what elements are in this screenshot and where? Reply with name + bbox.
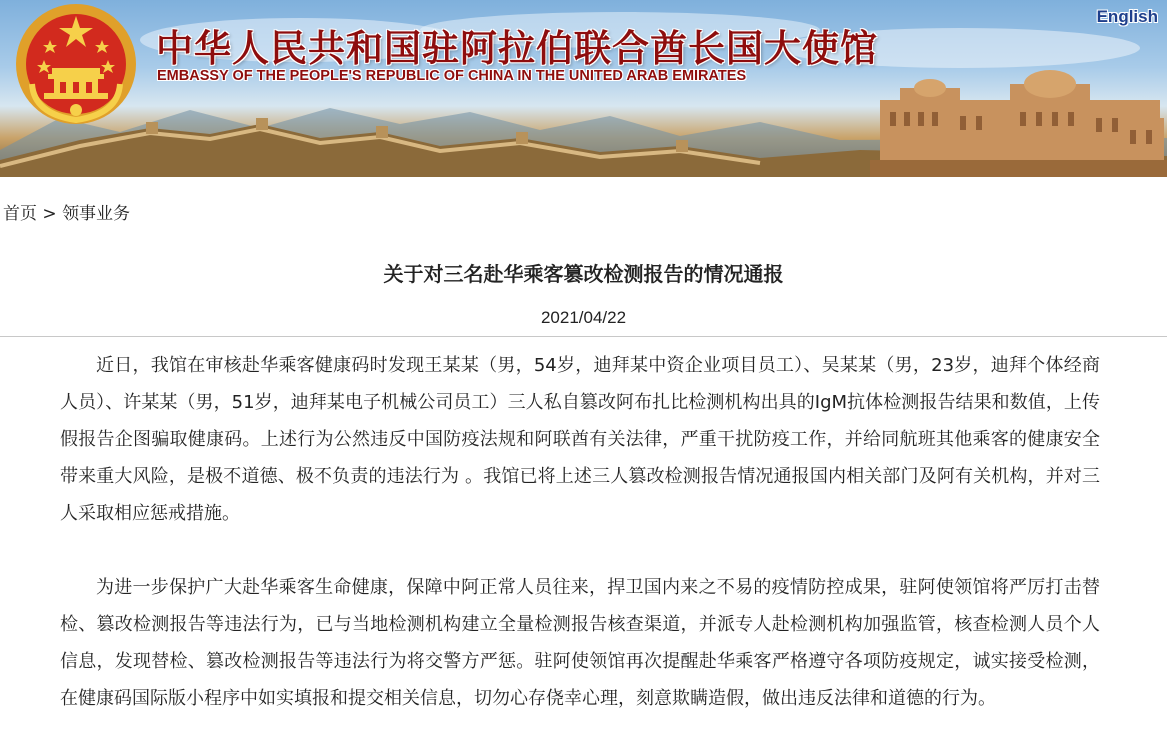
article-paragraph-2: 为进一步保护广大赴华乘客生命健康，保障中阿正常人员往来，捍卫国内来之不易的疫情防控成果，驻阿使领馆将严厉打击替检、篡改检测报告等违法行为，已与当地检测机构建立全量检测报告核查渠道，并派专人赴检测机构加强监管，核查检测人员个人信息，发现替检、篡改检测报告等违法行为将交警方严惩。驻阿使领馆再次提醒赴华乘客严格遵守各项防疫规定，诚实接受检测，在健康码国际版小程序中如实填报和提交相关信息，切勿心存侥幸心理，刻意欺瞒造假，做出违反法律和道德的行为。 — [60, 577, 1100, 709]
breadcrumb-separator: > — [37, 204, 63, 224]
english-language-link[interactable]: English — [1096, 7, 1158, 26]
header-banner — [0, 0, 1167, 177]
title-divider — [0, 336, 1167, 337]
breadcrumb — [3, 199, 130, 224]
site-title-cn: 中华人民共和国驻阿拉伯联合酋长国大使馆 — [156, 26, 878, 70]
article-date: 2021/04/22 — [540, 308, 627, 327]
article-body — [60, 347, 1100, 754]
breadcrumb-home-link[interactable]: 首页 — [3, 204, 37, 224]
breadcrumb-consular-link[interactable]: 领事业务 — [62, 204, 131, 224]
site-title-en: EMBASSY OF THE PEOPLE'S REPUBLIC OF CHINA IN THE UNITED ARAB EMIRATES — [157, 68, 747, 84]
national-emblem-icon — [14, 2, 138, 126]
article-paragraph-1: 近日，我馆在审核赴华乘客健康码时发现王某某（男，54岁，迪拜某中资企业项目员工）、吴某某（男，23岁，迪拜个体经商人员）、许某某（男，51岁，迪拜某电子机械公司员工）三人私自篡改阿布扎比检测机构出具的IgM抗体检测报告结果和数值，上传假报告企图骗取健康码。上述行为公然违反中国防疫法规和阿联酋有关法律，严重干扰防疫工作，并给同航班其他乘客的健康安全带来重大风险，是极不道德、极不负责的违法行为 。我馆已将上述三人篡改检测报告情况通报国内相关部门及阿有关机构，并对三人采取相应惩戒措施。 — [60, 355, 1100, 524]
article-title: 关于对三名赴华乘客篡改检测报告的情况通报 — [383, 262, 784, 286]
